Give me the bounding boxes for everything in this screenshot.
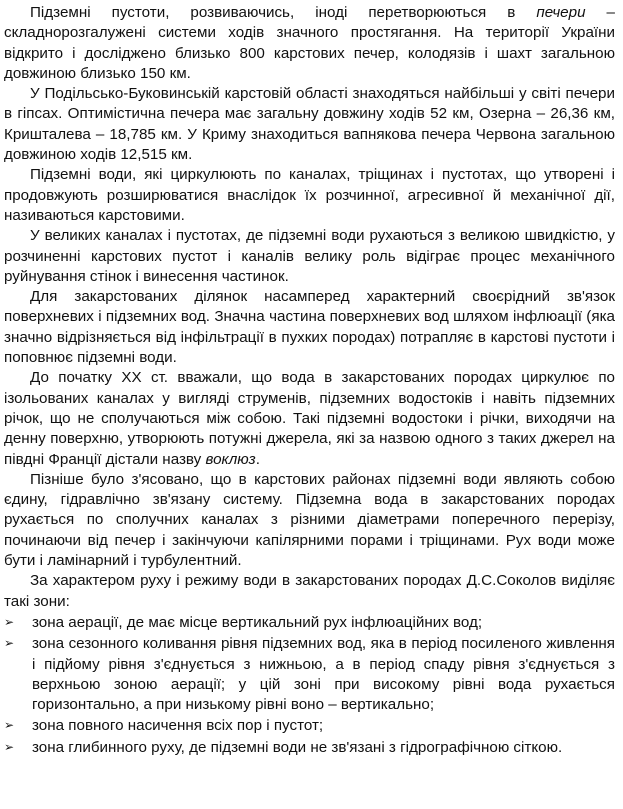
list-item: ➢ зона аерації, де має місце вертикальний рух інфлюаційних вод; xyxy=(4,613,483,631)
list-item: ➢ зона глибинного руху, де підземні води не зв'язані з гідрографічною сіткою. xyxy=(4,738,563,756)
list-item: ➢ зона сезонного коливання рівня підземних вод, яка в період посиленого живлення і підйому рівня з'єднується з нижньою, а в період спаду рівня з'єднується з верхньою зоною аерації; у цій зоні при високому рівні вода рухається горизонтально, а при низькому рівні воно – вертикально; xyxy=(4,635,615,714)
paragraph-caves-intro: Підземні пустоти, розвиваючись, іноді перетворюються в печери – складнорозгалужені системи ходів значного простягання. На території України відкрито і досліджено близько 800 карстових печер, колодязів і шахт загальною довжиною близько 150 км. xyxy=(4,4,615,82)
paragraph-hydraulic-system: Пізніше було з'ясовано, що в карстових районах підземні води являють собою єдину, гідравлічно зв'язану систему. Підземна вода в закарстованих породах рухається по сполучних каналах з різними діаметрами поперечного перерізу, починаючи від печер і закінчуючи капілярними порами і тріщинами. Рух води може бути і ламінарний і турбулентний. xyxy=(4,470,615,570)
list-item: ➢ зона повного насичення всіх пор і пустот; xyxy=(4,717,324,735)
paragraph-zones-intro: За характером руху і режиму води в закарстованих породах Д.С.Соколов виділяє такі зони: xyxy=(4,572,615,610)
zones-list xyxy=(4,612,615,758)
arrow-bullet-icon: ➢ xyxy=(4,739,15,754)
arrow-bullet-icon: ➢ xyxy=(4,614,15,629)
arrow-bullet-icon: ➢ xyxy=(4,636,15,651)
paragraph-influation: Для закарстованих ділянок насамперед характерний своєрідний зв'язок поверхневих і підземних вод. Значна частина поверхневих вод шляхом інфлюації (яка значно відрізняється від інфільтрації в пухких породах) потрапляє в карстові пустоти і поповнює підземні води. xyxy=(4,288,615,367)
paragraph-podillia-caves: У Подільсько-Буковинській карстовій області знаходяться найбільші у світі печери в гіпсах. Оптимістична печера має загальну довжину ходів 52 км, Озерна – 26,36 км, Кришталева – 18,785 км. У Криму знаходиться вапнякова печера Червона загальною довжиною ходів 12,515 км. xyxy=(4,85,615,164)
term-caves: печери xyxy=(536,4,586,21)
paragraph-karst-water-definition: Підземні води, які циркулюють по каналах, тріщинах і пустотах, що утворені і продовжують розширюватися внаслідок їх розчинної, агресивної й механічної дії, називаються карстовими. xyxy=(4,166,615,224)
paragraph-mechanical-erosion: У великих каналах і пустотах, де підземні води рухаються з великою швидкістю, у розчиненні карстових пустот і каналів велику роль відіграє процес механічного руйнування стінок і винесення частинок. xyxy=(4,227,615,285)
term-vaucluse: воклюз xyxy=(205,450,256,468)
arrow-bullet-icon: ➢ xyxy=(4,718,15,733)
paragraph-vaucluse: До початку XX ст. вважали, що вода в закарстованих породах циркулює по ізольованих каналах у вигляді струменів, підземних водостоків і навіть підземних річок, що не сполучаються між собою. Такі підземні водостоки і річки, виходячи на денну поверхню, утворюють потужні джерела, які за назвою одного з таких джерел на півдні Франції дістали назву воклюз. xyxy=(4,369,615,468)
